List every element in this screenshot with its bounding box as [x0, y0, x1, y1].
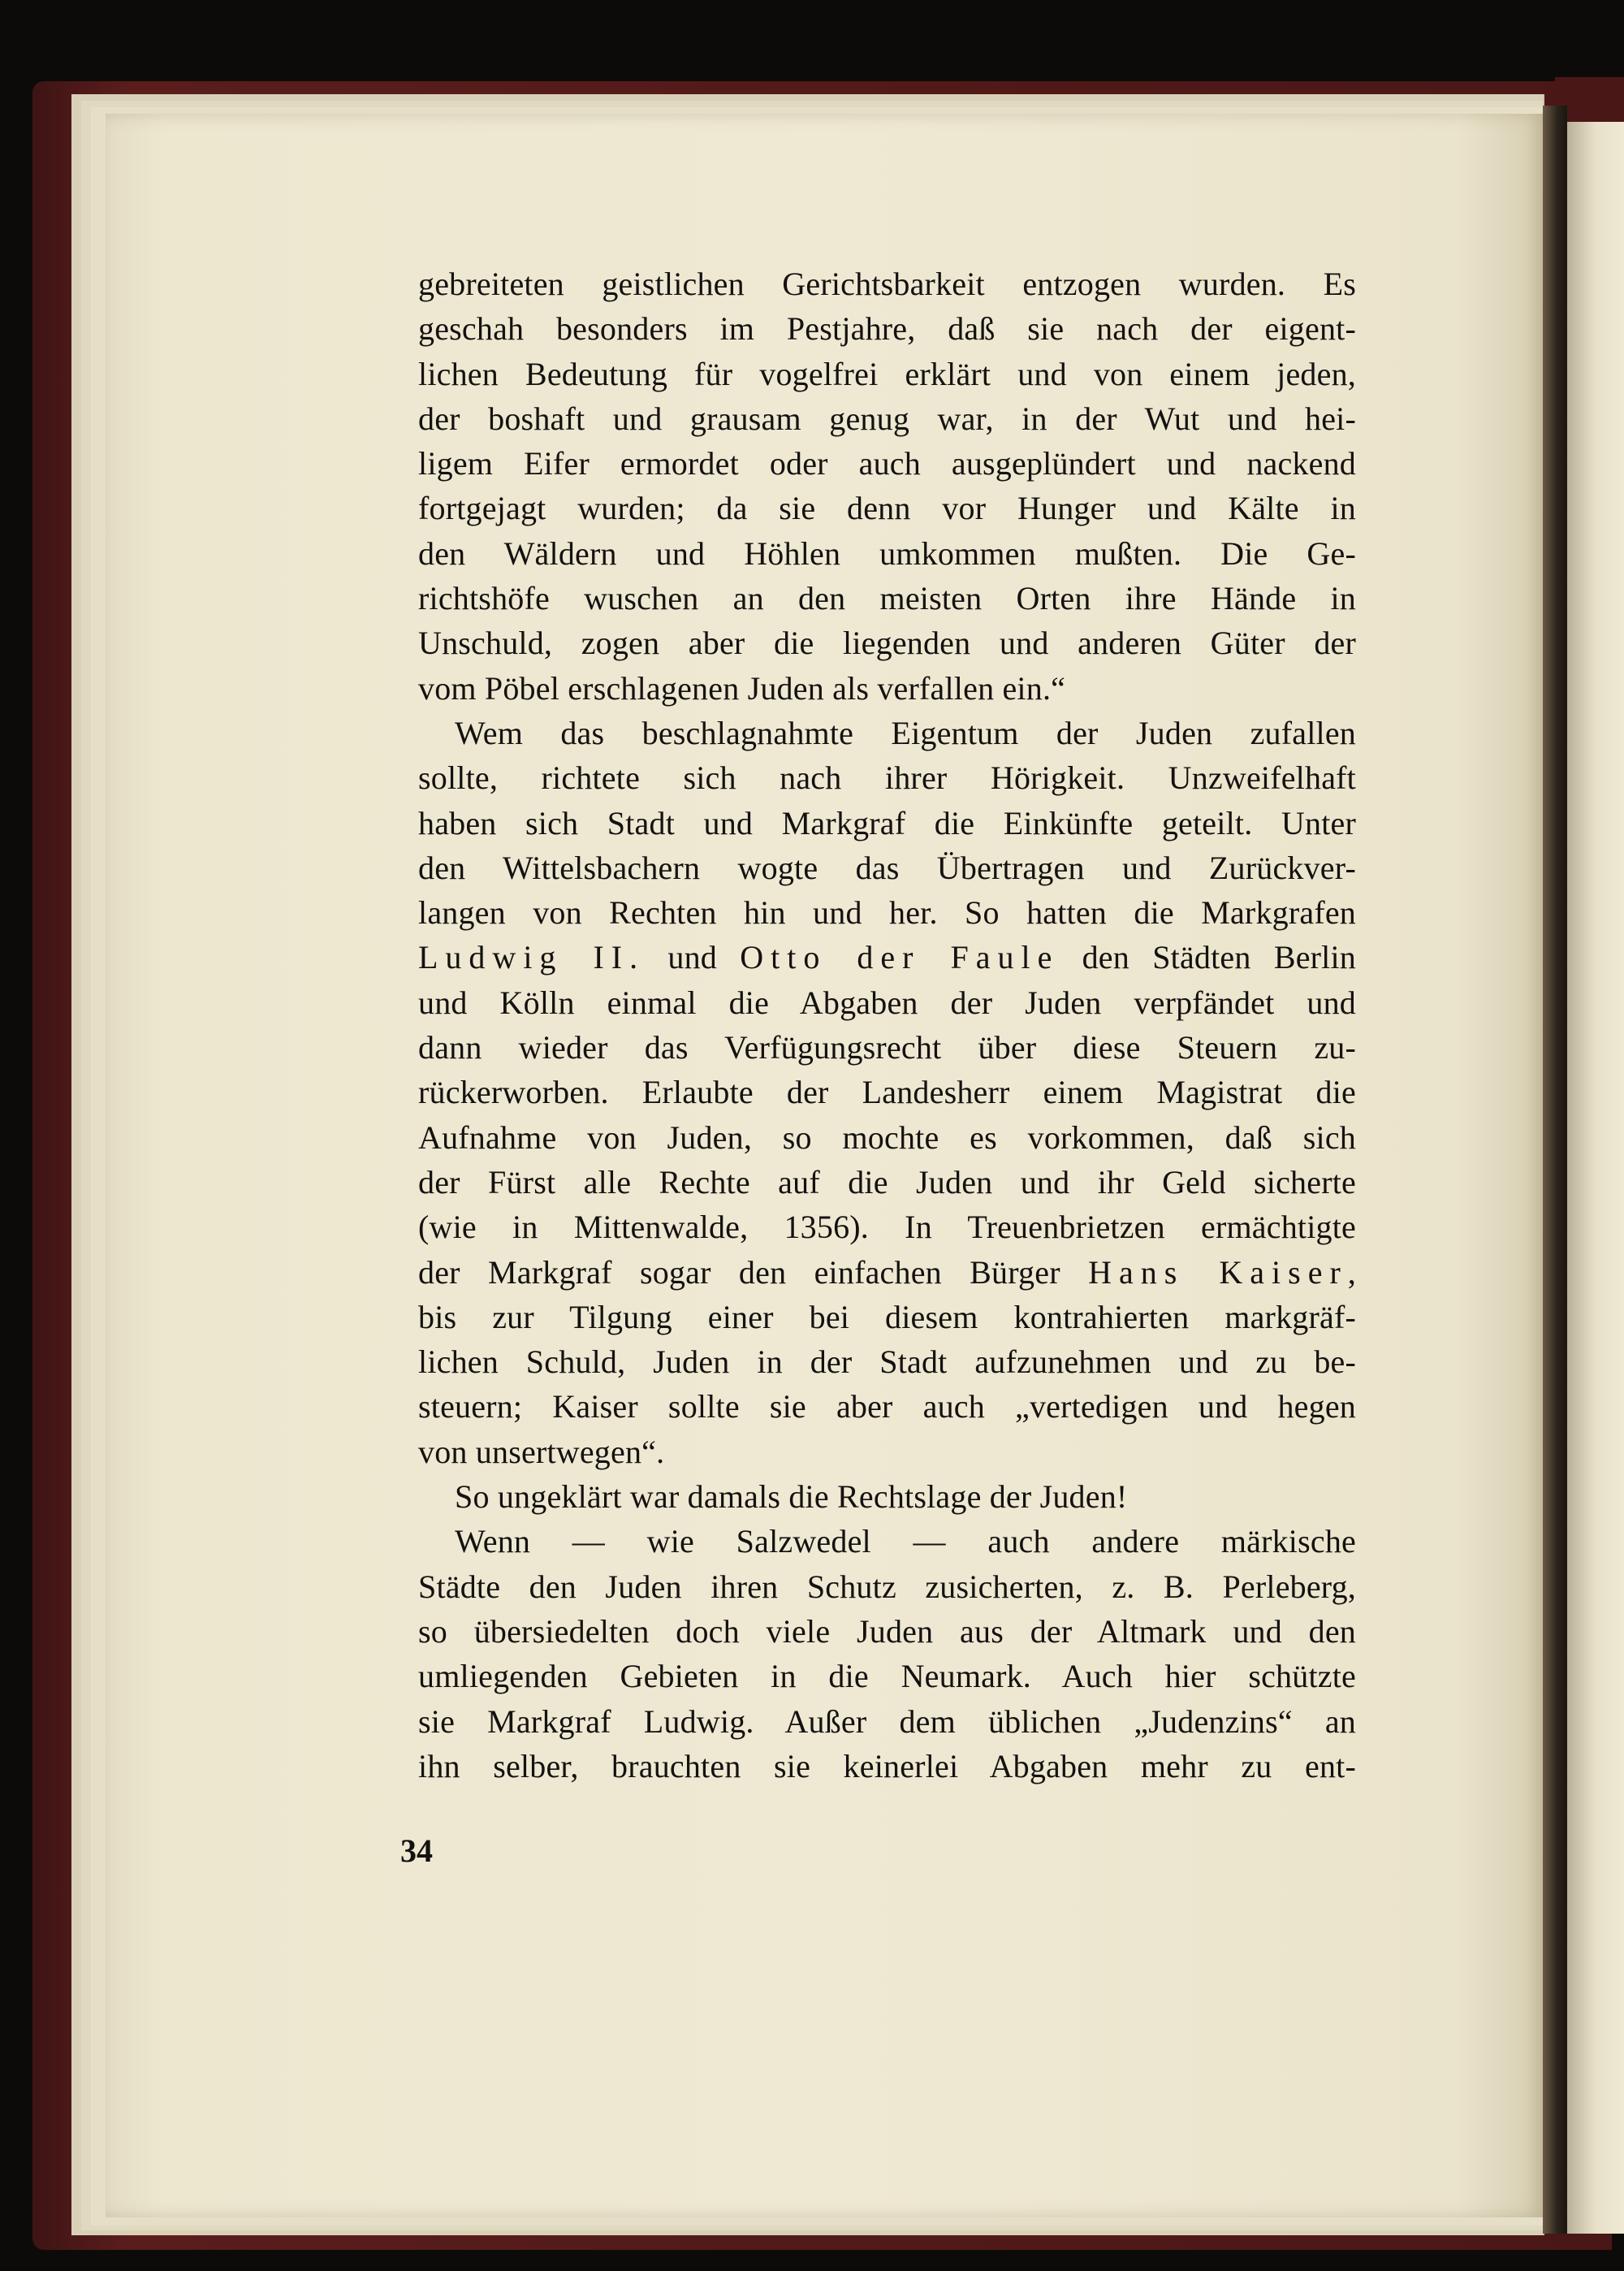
text-line: So ungeklärt war damals die Rechtslage der Juden!: [455, 1478, 1128, 1516]
text-line: umliegenden Gebieten in die Neumark. Auch hier schützte: [418, 1658, 1356, 1695]
text-line: Wenn — wie Salzwedel — auch andere märkische: [455, 1523, 1356, 1560]
text-fragment: und: [645, 939, 741, 976]
text-line: langen von Rechten hin und her. So hatten die Markgrafen: [418, 894, 1356, 932]
text-line: Aufnahme von Juden, so mochte es vorkommen, daß sich: [418, 1118, 1356, 1156]
text-line: [418, 935, 1356, 980]
text-line: der boshaft und grausam genug war, in der Wut und hei-: [418, 400, 1356, 437]
text-line: lichen Schuld, Juden in der Stadt aufzunehmen und zu be-: [418, 1343, 1356, 1381]
text-fragment: den Städten Berlin: [1059, 939, 1357, 976]
text-line: den Wäldern und Höhlen umkommen mußten. Die Ge-: [418, 534, 1356, 572]
text-line: den Wittelsbachern wogte das Übertragen und Zurückver-: [418, 849, 1356, 886]
text-line: von unsertwegen“.: [418, 1433, 665, 1470]
text-line: gebreiteten geistlichen Gerichtsbarkeit entzogen wurden. Es: [418, 266, 1356, 302]
book-gutter: [1543, 106, 1567, 2234]
paragraph: [418, 262, 1356, 711]
paragraph: [418, 1519, 1356, 1789]
text-line: (wie in Mittenwalde, 1356). In Treuenbrietzen ermächtigte: [418, 1209, 1356, 1246]
text-fragment: ,: [1347, 1253, 1356, 1291]
paragraph: [418, 1474, 1356, 1519]
text-line: ligem Eifer ermordet oder auch ausgeplündert und nackend: [418, 445, 1356, 482]
text-line: bis zur Tilgung einer bei diesem kontrahierten markgräf-: [418, 1298, 1356, 1335]
text-line: Wem das beschlagnahmte Eigentum der Juden zufallen: [455, 714, 1356, 751]
page-number: 34: [400, 1832, 433, 1869]
text-line: vom Pöbel erschlagenen Juden als verfallen ein.“: [418, 669, 1066, 707]
text-line: Städte den Juden ihren Schutz zusicherten, z. B. Perleberg,: [418, 1568, 1356, 1605]
spaced-name: Otto der Faule: [740, 939, 1060, 976]
spaced-name: Ludwig II.: [418, 939, 646, 976]
text-line: fortgejagt wurden; da sie denn vor Hunger und Kälte in: [418, 490, 1356, 527]
page-text: [418, 262, 1356, 1789]
paragraph: [418, 711, 1356, 1474]
text-line: so übersiedelten doch viele Juden aus der Altmark und den: [418, 1612, 1356, 1650]
text-line: [418, 1250, 1356, 1295]
text-line: sie Markgraf Ludwig. Außer dem üblichen „Judenzins“ an: [418, 1702, 1356, 1740]
facing-page-sliver: [1567, 122, 1624, 2234]
text-line: der Fürst alle Rechte auf die Juden und ihr Geld sicherte: [418, 1163, 1356, 1200]
text-fragment: der Markgraf sogar den einfachen Bürger: [418, 1253, 1089, 1291]
text-line: rückerworben. Erlaubte der Landesherr einem Magistrat die: [418, 1074, 1356, 1111]
text-line: dann wieder das Verfügungsrecht über diese Steuern zu-: [418, 1029, 1356, 1066]
text-line: haben sich Stadt und Markgraf die Einkünfte geteilt. Unter: [418, 804, 1356, 841]
text-line: und Kölln einmal die Abgaben der Juden verpfändet und: [418, 984, 1356, 1021]
text-line: steuern; Kaiser sollte sie aber auch „vertedigen und hegen: [418, 1388, 1356, 1425]
text-line: Unschuld, zogen aber die liegenden und anderen Güter der: [418, 625, 1356, 662]
text-line: lichen Bedeutung für vogelfrei erklärt und von einem jeden,: [418, 355, 1356, 392]
text-line: ihn selber, brauchten sie keinerlei Abgaben mehr zu ent-: [418, 1747, 1356, 1784]
text-line: richtshöfe wuschen an den meisten Orten ihre Hände in: [418, 580, 1356, 617]
spaced-name: Hans Kaiser: [1088, 1253, 1348, 1291]
text-line: sollte, richtete sich nach ihrer Hörigkeit. Unzweifelhaft: [418, 759, 1356, 797]
text-line: geschah besonders im Pestjahre, daß sie nach der eigent-: [418, 310, 1356, 348]
